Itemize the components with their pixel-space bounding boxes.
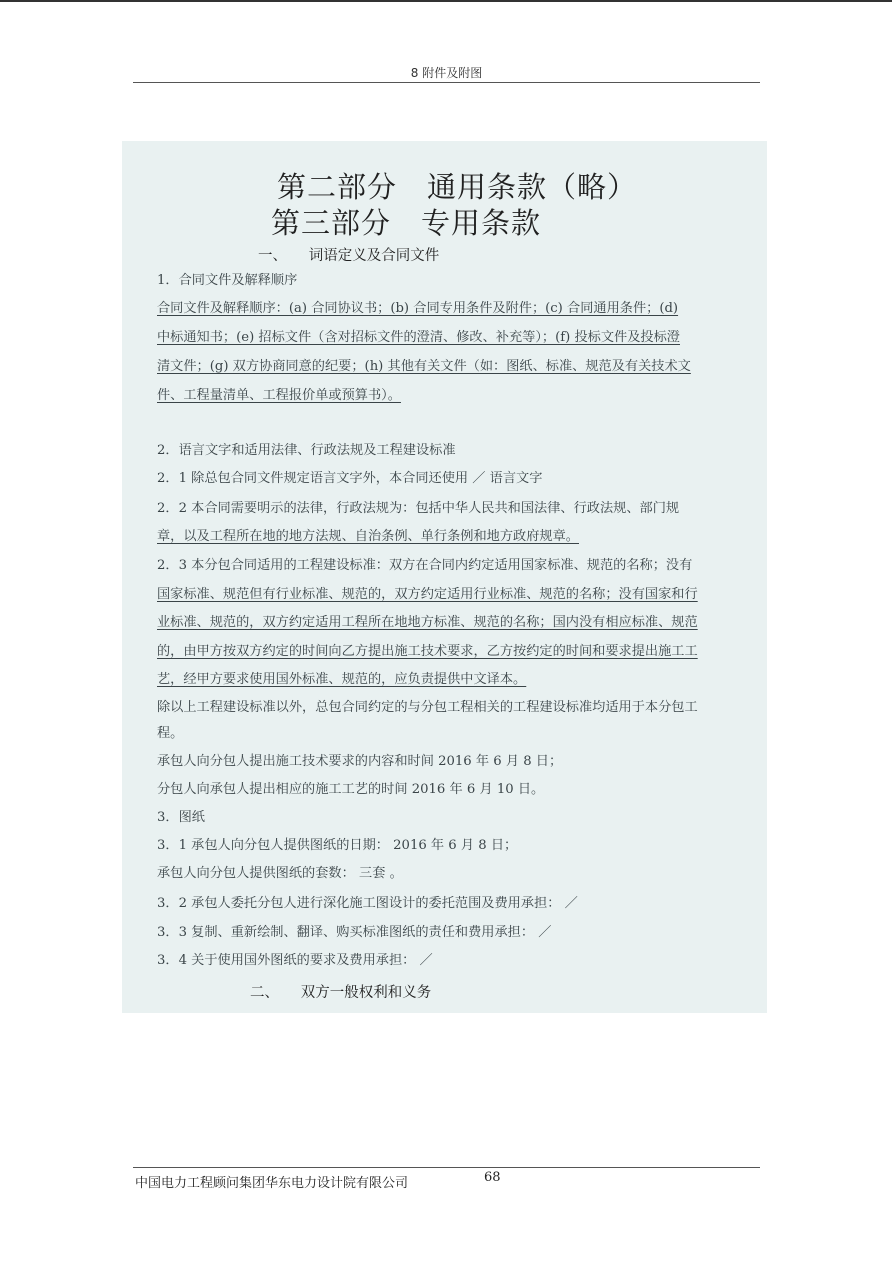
text-line: 清文件；(g) 双方协商同意的纪要；(h) 其他有关文件（如：图纸、标准、规范及有关技术文	[157, 359, 691, 374]
section-heading-1: 一、 词语定义及合同文件	[258, 248, 440, 264]
text-line: 1．合同文件及解释顺序	[157, 273, 298, 288]
scanned-page	[122, 141, 767, 1013]
text-line: 承包人向分包人提供图纸的套数： 三套 。	[157, 866, 403, 881]
text-line: 3．4 关于使用国外图纸的要求及费用承担： ／	[157, 953, 433, 968]
text-line: 章，以及工程所在地的地方法规、自治条例、单行条例和地方政府规章。	[157, 529, 579, 544]
footer-rule	[133, 1167, 760, 1168]
footer-company: 中国电力工程顾问集团华东电力设计院有限公司	[135, 1176, 409, 1191]
text-line: 3．3 复制、重新绘制、翻译、购买标准图纸的责任和费用承担： ／	[157, 925, 552, 940]
header-rule	[133, 82, 760, 83]
text-line: 除以上工程建设标准以外，总包合同约定的与分包工程相关的工程建设标准均适用于本分包工	[157, 700, 698, 715]
page-top-border	[0, 0, 892, 2]
text-line: 3．1 承包人向分包人提供图纸的日期： 2016 年 6 月 8 日；	[157, 838, 518, 853]
text-line: 2．1 除总包合同文件规定语言文字外，本合同还使用 ／ 语言文字	[157, 471, 543, 486]
text-line: 合同文件及解释顺序：(a) 合同协议书；(b) 合同专用条件及附件；(c) 合同通用条件；(d)	[157, 301, 679, 316]
text-line: 3．图纸	[157, 810, 205, 825]
part-two-title: 第二部分 通用条款（略）	[277, 170, 638, 204]
text-line: 2．3 本分包合同适用的工程建设标准：双方在合同内约定适用国家标准、规范的名称；没有	[157, 558, 693, 573]
part-three-title: 第三部分 专用条款	[271, 206, 542, 240]
header-title: 8 附件及附图	[410, 66, 483, 80]
text-line: 业标准、规范的，双方约定适用工程所在地地方标准、规范的名称；国内没有相应标准、规范	[157, 615, 698, 630]
text-line: 中标通知书；(e) 招标文件（含对招标文件的澄清、修改、补充等）；(f) 投标文件及投标澄	[157, 330, 680, 345]
text-line: 国家标准、规范但有行业标准、规范的，双方约定适用行业标准、规范的名称；没有国家和行	[157, 587, 698, 602]
text-line: 艺，经甲方要求使用国外标准、规范的，应负责提供中文译本。	[157, 672, 527, 687]
text-line: 3．2 承包人委托分包人进行深化施工图设计的委托范围及费用承担： ／	[157, 896, 578, 911]
text-line: 2．2 本合同需要明示的法律，行政法规为：包括中华人民共和国法律、行政法规、部门规	[157, 501, 680, 516]
text-line: 2．语言文字和适用法律、行政法规及工程建设标准	[157, 443, 456, 458]
page-number: 68	[484, 1170, 501, 1185]
text-line: 分包人向承包人提出相应的施工工艺的时间 2016 年 6 月 10 日。	[157, 782, 545, 797]
text-line: 的，由甲方按双方约定的时间向乙方提出施工技术要求，乙方按约定的时间和要求提出施工工	[157, 644, 698, 659]
text-line: 程。	[157, 726, 184, 741]
text-line: 件、工程量清单、工程报价单或预算书）。	[157, 388, 401, 403]
section-heading-2: 二、 双方一般权利和义务	[250, 985, 432, 1001]
text-line: 承包人向分包人提出施工技术要求的内容和时间 2016 年 6 月 8 日；	[157, 754, 563, 769]
